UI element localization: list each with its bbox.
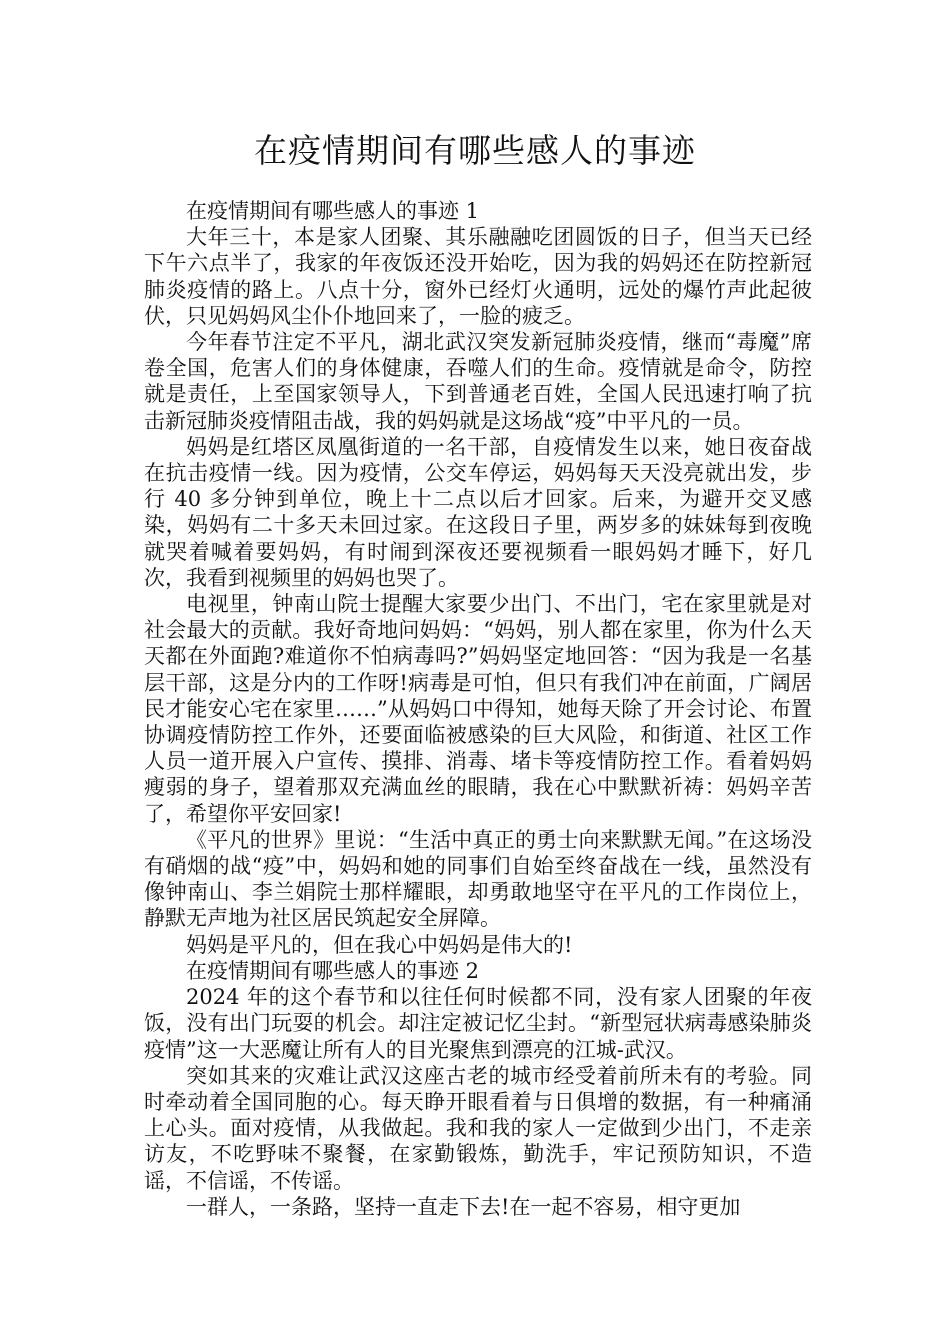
body-paragraph: 2024 年的这个春节和以往任何时候都不同，没有家人团聚的年夜饭，没有出门玩耍的机会。却注定被记忆尘封。“新型冠状病毒感染肺炎疫情”这一大恶魔让所有人的目光聚焦到漂亮的江城-武汉。 xyxy=(144,985,812,1062)
body-paragraph: 《平凡的世界》里说：“生活中真正的勇士向来默默无闻。”在这场没有硝烟的战“疫”中，妈妈和她的同事们自始至终奋战在一线，虽然没有像钟南山、李兰娟院士那样耀眼，却勇敢地坚守在平凡的工作岗位上，静默无声地为社区居民筑起安全屏障。 xyxy=(144,827,812,931)
section-heading-1: 在疫情期间有哪些感人的事迹 1 xyxy=(186,199,480,223)
body-paragraph: 电视里，钟南山院士提醒大家要少出门、不出门，宅在家里就是对社会最大的贡献。我好奇地问妈妈：“妈妈，别人都在家里，你为什么天天都在外面跑?难道你不怕病毒吗?”妈妈坚定地回答：“因为我是一名基层干部，这是分内的工作呀!病毒是可怕，但只有我们冲在前面，广阔居民才能安心宅在家里……”从妈妈口中得知，她每天除了开会讨论、布置协调疫情防控工作外，还要面临被感染的巨大风险，和街道、社区工作人员一道开展入户宣传、摸排、消毒、堵卡等疫情防控工作。看着妈妈瘦弱的身子，望着那双充满血丝的眼睛，我在心中默默祈祷：妈妈辛苦了，希望你平安回家! xyxy=(144,592,812,826)
body-paragraph: 大年三十，本是家人团聚、其乐融融吃团圆饭的日子，但当天已经下午六点半了，我家的年夜饭还没开始吃，因为我的妈妈还在防控新冠肺炎疫情的路上。八点十分，窗外已经灯火通明，远处的爆竹声此起彼伏，只见妈妈风尘仆仆地回来了，一脸的疲乏。 xyxy=(144,225,812,328)
body-paragraph: 一群人，一条路，坚持一直走下去!在一起不容易，相守更加 xyxy=(186,1194,741,1219)
body-paragraph: 妈妈是平凡的，但在我心中妈妈是伟大的! xyxy=(186,932,573,957)
document-title: 在疫情期间有哪些感人的事迹 xyxy=(254,131,696,170)
body-paragraph: 突如其来的灾难让武汉这座古老的城市经受着前所未有的考验。同时牵动着全国同胞的心。每天睁开眼看着与日俱增的数据，有一种痛涌上心头。面对疫情，从我做起。我和我的家人一定做到少出门，不走亲访友，不吃野味不聚餐，在家勤锻炼，勤洗手，牢记预防知识，不造谣，不信谣，不传谣。 xyxy=(144,1063,812,1193)
section-heading-2: 在疫情期间有哪些感人的事迹 2 xyxy=(186,958,480,983)
document-body xyxy=(144,198,812,1220)
body-paragraph: 妈妈是红塔区凤凰街道的一名干部，自疫情发生以来，她日夜奋战在抗击疫情一线。因为疫情，公交车停运，妈妈每天天没亮就出发，步行 40 多分钟到单位，晚上十二点以后才回家。后来，为避开交叉感染，妈妈有二十多天未回过家。在这段日子里，两岁多的妹妹每到夜晚就哭着喊着要妈妈，有时闹到深夜还要视频看一眼妈妈才睡下，好几次，我看到视频里的妈妈也哭了。 xyxy=(144,434,812,590)
body-paragraph: 今年春节注定不平凡，湖北武汉突发新冠肺炎疫情，继而“毒魔”席卷全国，危害人们的身体健康，吞噬人们的生命。疫情就是命令，防控就是责任，上至国家领导人，下到普通老百姓，全国人民迅速打响了抗击新冠肺炎疫情阻击战，我的妈妈就是这场战“疫”中平凡的一员。 xyxy=(144,330,812,433)
